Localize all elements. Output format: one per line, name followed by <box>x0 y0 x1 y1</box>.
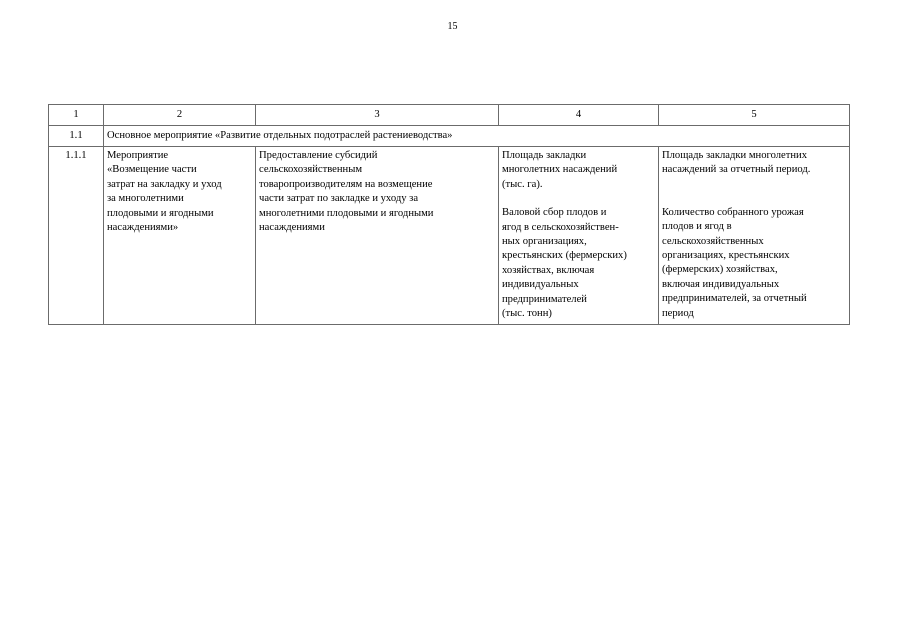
table-row <box>49 147 850 325</box>
paragraph-gap <box>502 192 655 206</box>
indicator-line: крестьянских (фермерских) <box>502 250 627 262</box>
paragraph-gap <box>662 192 846 206</box>
section-title: Основное мероприятие «Развитие отдельных подотраслей растениеводства» <box>104 126 850 147</box>
measure-line: насаждениями» <box>107 222 179 234</box>
method-line: организациях, крестьянских <box>662 250 790 262</box>
header-col-2: 2 <box>104 105 256 126</box>
header-col-1: 1 <box>49 105 104 126</box>
indicator-line: предпринимателей <box>502 293 587 305</box>
row-number: 1.1.1 <box>49 147 104 325</box>
header-col-3: 3 <box>256 105 499 126</box>
method-line: Площадь закладки многолетних <box>662 150 808 161</box>
header-col-5: 5 <box>659 105 850 126</box>
method-line: предпринимателей, за отчетный <box>662 293 807 305</box>
header-row <box>49 105 850 126</box>
indicator-line: ных организациях, <box>502 236 587 248</box>
method-line: (фермерских) хозяйствах, <box>662 264 778 276</box>
program-table <box>48 104 850 325</box>
description-line: части затрат по закладке и уходу за <box>259 193 419 205</box>
method-line: сельскохозяйственных <box>662 235 764 247</box>
description-line: сельскохозяйственным <box>259 164 363 176</box>
description-line: многолетними плодовыми и ягодными <box>259 207 434 219</box>
description-line: насаждениями <box>259 222 325 234</box>
method-line: насаждений за отчетный период. <box>662 164 811 176</box>
method-cell <box>659 147 850 325</box>
indicator-cell <box>499 147 659 325</box>
indicator-line: Площадь закладки <box>502 150 587 161</box>
measure-line: за многолетними <box>107 193 184 205</box>
header-col-4: 4 <box>499 105 659 126</box>
indicator-line: многолетних насаждений <box>502 164 618 176</box>
description-line: товаропроизводителям на возмещение <box>259 178 433 190</box>
measure-line: Мероприятие <box>107 150 169 161</box>
method-line: период <box>662 307 694 319</box>
method-line: Количество собранного урожая <box>662 206 804 218</box>
indicator-line: хозяйствах, включая <box>502 264 595 276</box>
measure-line: плодовыми и ягодными <box>107 207 214 219</box>
paragraph-gap <box>662 178 846 192</box>
indicator-line: ягод в сельскохозяйствен- <box>502 221 619 233</box>
section-row <box>49 126 850 147</box>
indicator-line: индивидуальных <box>502 279 579 291</box>
indicator-line: Валовой сбор плодов и <box>502 207 607 219</box>
measure-line: «Возмещение части <box>107 164 197 176</box>
page-number: 15 <box>447 21 458 32</box>
method-line: плодов и ягод в <box>662 221 732 233</box>
indicator-line: (тыс. га). <box>502 178 543 190</box>
measure-line: затрат на закладку и уход <box>107 178 222 190</box>
indicator-line: (тыс. тонн) <box>502 308 552 320</box>
description-line: Предоставление субсидий <box>259 150 378 161</box>
measure-cell <box>104 147 256 325</box>
method-line: включая индивидуальных <box>662 278 780 290</box>
section-number: 1.1 <box>49 126 104 147</box>
description-cell <box>256 147 499 325</box>
